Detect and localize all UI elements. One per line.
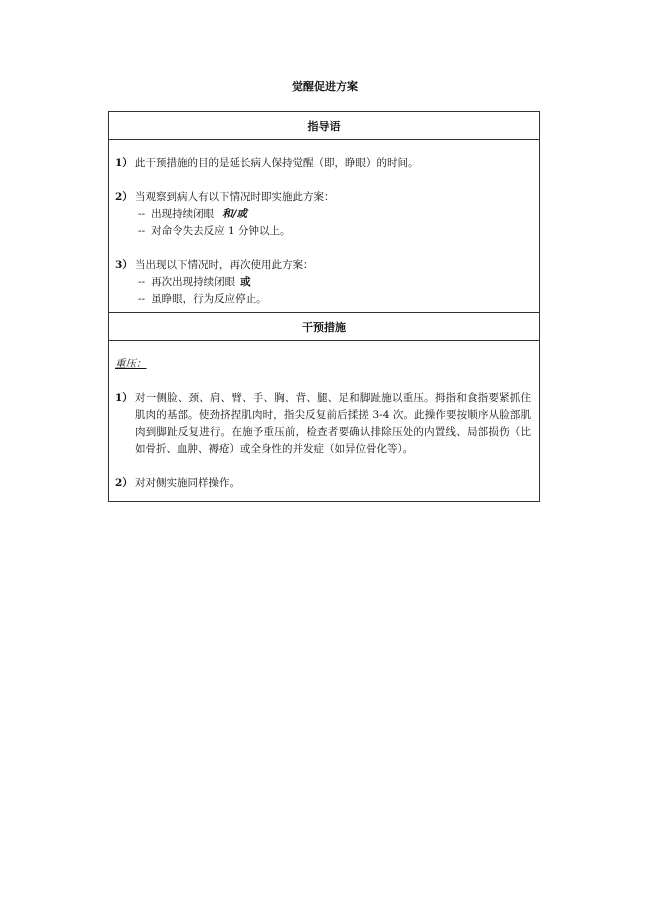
item-text: 当出现以下情况时，再次使用此方案： xyxy=(135,259,314,271)
guide-item-1 xyxy=(115,155,531,172)
sub-item xyxy=(115,206,531,223)
measure-item-2 xyxy=(115,475,531,492)
item-text: 此干预措施的目的是延长病人保持觉醒（即，睁眼）的时间。 xyxy=(135,157,419,169)
protocol-table xyxy=(108,111,540,502)
dash-marker: -- xyxy=(138,293,146,305)
or-mark: 或 xyxy=(240,276,251,288)
dash-marker: -- xyxy=(138,225,146,237)
item-text: 对对侧实施同样操作。 xyxy=(135,477,240,489)
sub-item xyxy=(115,274,531,291)
dash-marker: -- xyxy=(138,276,146,288)
item-number: 2） xyxy=(115,477,133,489)
sub-item xyxy=(115,291,531,308)
measures-header: 干预措施 xyxy=(109,312,539,340)
measures-section xyxy=(109,340,539,501)
guide-header: 指导语 xyxy=(307,119,341,133)
sub-item xyxy=(115,223,531,240)
dash-marker: -- xyxy=(138,208,146,220)
sub-item-text: 出现持续闭眼 xyxy=(151,208,215,220)
measure-item-1 xyxy=(115,390,531,458)
guide-section xyxy=(109,139,539,312)
item-text: 对一侧脸、颈、肩、臂、手、胸、背、腿、足和脚趾施以重压。拇指和食指要紧抓住肌肉的基部。使劲挤捏肌肉时，指尖反复前后揉搓 3-4 次。此操作要按顺序从脸部肌肉到脚趾反复进行。在施予重压前，检查者要确认排除压处的内置线、局部损伤（比如骨折、血肿、褥疮）或全身性的并发症（如异位骨化等）。 xyxy=(135,392,531,455)
item-number: 3） xyxy=(115,259,133,271)
sub-item-text: 对命令失去反应 1 分钟以上。 xyxy=(151,225,291,237)
item-number: 1） xyxy=(115,392,133,404)
sub-item-text: 虽睁眼，行为反应停止。 xyxy=(151,293,267,305)
and-or-mark: 和/或 xyxy=(222,208,247,220)
guide-item-3 xyxy=(115,257,531,274)
document-title: 觉醒促进方案 xyxy=(292,80,358,93)
item-number: 2） xyxy=(115,191,133,203)
sub-item-text: 再次出现持续闭眼 xyxy=(151,276,236,288)
pressure-subheading: 重压： xyxy=(115,358,147,370)
item-number: 1） xyxy=(115,157,133,169)
item-text: 当观察到病人有以下情况时即实施此方案： xyxy=(135,191,335,203)
guide-item-2 xyxy=(115,189,531,206)
